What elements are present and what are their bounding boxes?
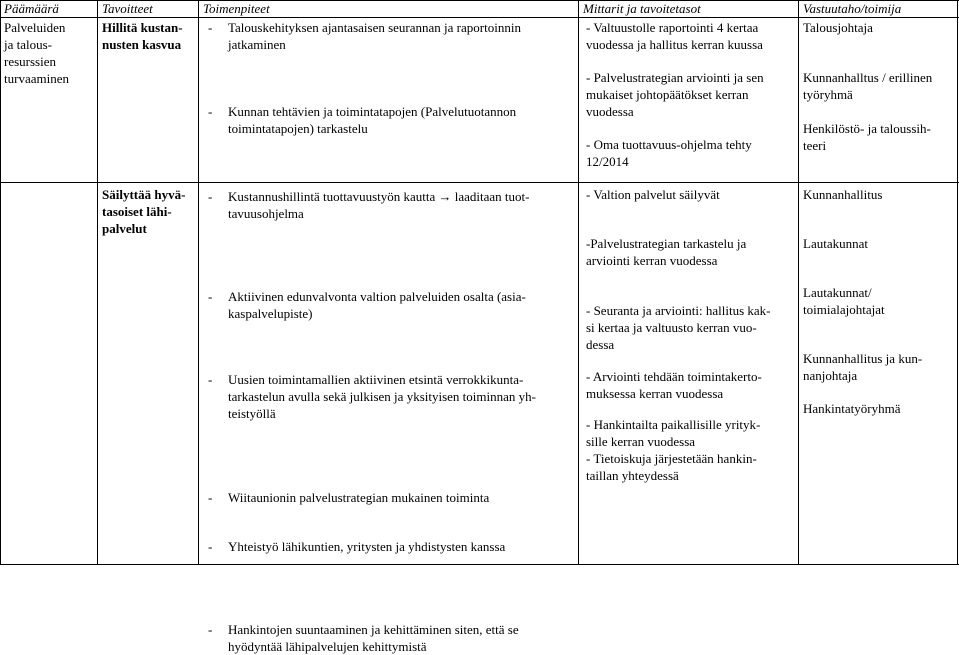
row2-mittari-4: - Arviointi tehdään toimintakerto- muksessa kerran vuodessa [586,369,762,401]
row2-mittari-3: - Seuranta ja arviointi: hallitus kak- si kertaa ja valtuusto kerran vuo- dessa [586,303,771,352]
header-paamaara: Päämäärä [4,1,59,16]
row1-toimenpide-1 [208,19,596,53]
row2-toimenpide-3-text: Wiitaunionin palvelustrategian mukainen toiminta [228,490,490,505]
col-border-4 [798,0,799,565]
row2-vastuu-3: Lautakunnat/ toimialajohtajat [803,285,885,317]
row1-vastuu-2: Kunnanhalltus / erillinen työryhmä [803,70,933,102]
row1-mittari-2: - Palvelustrategian arviointi ja sen mukaiset johtopäätökset kerran vuodessa [586,70,764,119]
header-tavoitteet: Tavoitteet [102,1,153,16]
header-vastuutaho: Vastuutaho/toimija [803,1,902,16]
list-dash: - [208,189,213,204]
row1-paamaara: Palveluiden ja talous- resurssien turvaaminen [4,20,69,86]
row2-mittari-1: - Valtion palvelut säilyvät [586,187,720,202]
row2-toimenpide-5 [208,621,596,655]
row1-mittari-1: - Valtuustolle raportointi 4 kertaa vuodessa ja hallitus kerran kuussa [586,20,763,52]
table-bottom-border [0,564,959,565]
row2-mittari-5: - Hankintailta paikallisille yrityk- sille kerran vuodessa - Tietoiskuja järjestetään hankin- taillan yhteydessä [586,417,761,483]
row1-vastuu-3: Henkilöstö- ja taloussih- teeri [803,121,931,153]
row2-vastuu-4: Kunnanhallitus ja kun- nanjohtaja [803,351,923,383]
row2-vastuu-5: Hankintatyöryhmä [803,401,901,416]
row2-toimenpide-4 [208,538,596,555]
row2-vastuu-2: Lautakunnat [803,236,868,251]
row2-vastuu-1: Kunnanhallitus [803,187,883,202]
row2-toimenpide-2 [208,371,596,422]
row1-toimenpide-1-text: Talouskehityksen ajantasaisen seurannan ja raportoinnin jatkaminen [228,20,521,52]
header-toimenpiteet: Toimenpiteet [203,1,270,16]
list-dash: - [208,20,213,35]
row2-tavoite: Säilyttää hyvä- tasoiset lähi- palvelut [102,187,186,236]
list-dash: - [208,289,213,304]
row1-toimenpide-2 [208,103,596,137]
row1-mittari-3: - Oma tuottavuus-ohjelma tehty 12/2014 [586,137,752,169]
col-border-5 [957,0,958,565]
col-border-3 [578,0,579,565]
col-border-1 [97,0,98,565]
list-dash: - [208,622,213,637]
header-bottom-border [0,17,959,18]
row1-toimenpide-3-text: Kustannushillintä tuottavuustyön kautta → laaditaan tuot- tavuusohjelma [228,189,530,221]
row2-mittari-2: -Palvelustrategian tarkastelu ja arviointi kerran vuodessa [586,236,747,268]
row2-toimenpide-3 [208,489,596,506]
row1-tavoite: Hillitä kustan- nusten kasvua [102,20,183,52]
row1-toimenpide-3 [208,188,596,222]
list-dash: - [208,372,213,387]
row2-toimenpide-5-text: Hankintojen suuntaaminen ja kehittäminen siten, että se hyödyntää lähipalvelujen kehittymistä [228,622,519,654]
list-dash: - [208,104,213,119]
list-dash: - [208,539,213,554]
row2-toimenpide-4-text: Yhteistyö lähikuntien, yritysten ja yhdistysten kanssa [228,539,506,554]
row1-bottom-border [0,182,959,183]
row1-vastuu-1: Talousjohtaja [803,20,873,35]
col-border-0 [0,0,1,565]
col-border-2 [198,0,199,565]
row2-toimenpide-2-text: Uusien toimintamallien aktiivinen etsintä verrokkikunta- tarkastelun avulla sekä julkisen ja yksityisen toiminnan yh- teistyöllä [228,372,536,421]
row2-toimenpide-1-text: Aktiivinen edunvalvonta valtion palveluiden osalta (asia- kaspalvelupiste) [228,289,526,321]
row1-toimenpide-2-text: Kunnan tehtävien ja toimintatapojen (Palvelutuotannon toimintatapojen) tarkastelu [228,104,517,136]
header-mittarit: Mittarit ja tavoitetasot [583,1,701,16]
row2-toimenpide-1 [208,288,596,322]
list-dash: - [208,490,213,505]
